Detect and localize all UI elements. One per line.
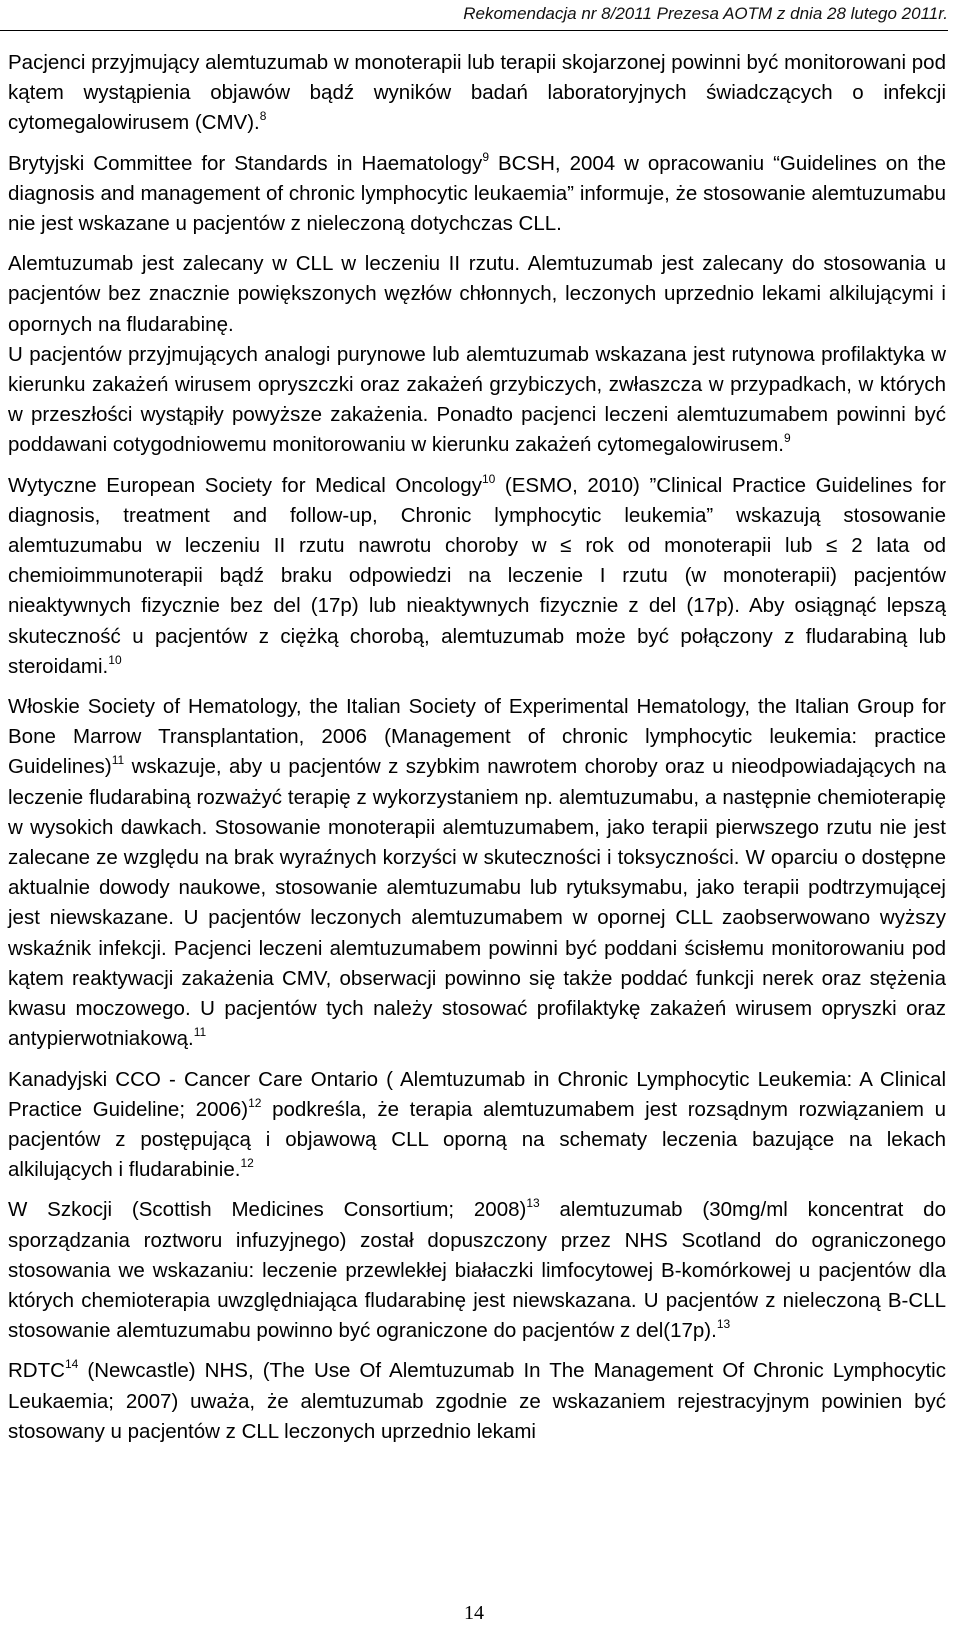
- footnote-ref: 11: [111, 753, 125, 768]
- footnote-ref: 11: [193, 1025, 207, 1040]
- paragraph-prophylaxis: U pacjentów przyjmujących analogi purynowe lub alemtuzumab wskazana jest rutynowa profilaktyka w kierunku zakażeń wirusem opryszczki oraz zakażeń grzybiczych, zwłaszcza w przypadkach, w których w przeszłości wystąpiły powyższe zakażenia. Ponadto pacjenci leczeni alemtuzumabem powinni być poddawani cotygodniowemu monitorowaniu w kierunku zakażeń cytomegalowirusem.$^9$: [8, 342, 946, 457]
- footnote-ref: 14: [64, 1357, 79, 1372]
- document-body: [8, 48, 946, 1457]
- footnote-ref: 12: [240, 1156, 254, 1171]
- page-number: 14: [464, 1602, 484, 1624]
- paragraph-rdtc: RDTC$^{14}$ (Newcastle) NHS, (The Use Of Alemtuzumab In The Management Of Chronic Lymphocytic Leukaemia; 2007) uważa, że alemtuzumab zgodnie ze wskazaniem rejestracyjnym powinien być stosowany u pacjentów z CLL leczonych uprzednio lekami: [8, 1357, 946, 1443]
- paragraph-italian-society: Włoskie Society of Hematology, the Italian Society of Experimental Hematology, the Italian Group for Bone Marrow Transplantation, 2006 (Management of chronic lymphocytic leukemia: practice Guidelines)$^{11}$ wskazuje, aby u pacjentów z szybkim nawrotem choroby oraz u nieodpowiadających na leczenie fludarabiną rozważyć terapię z wykorzystaniem np. alemtuzumabu, a następnie chemioterapię w wysokich dawkach. Stosowanie monoterapii alemtuzumabem, jako terapii pierwszego rzutu nie jest zalecane ze względu na brak wyraźnych korzyści w skuteczności i toksyczności. W oparciu o dostępne aktualnie dowody naukowe, stosowanie alemtuzumabu lub rytuksymabu, jako terapii podtrzymującej jest niewskazane. U pacjentów leczonych alemtuzumabem w opornej CLL zaobserwowano wyższy wskaźnik infekcji. Pacjenci leczeni alemtuzumabem powinni być poddani ścisłemu monitorowaniu pod kątem reaktywacji zakażenia CMV, obserwacji powinno się także poddać funkcji nerek oraz stężenia kwasu moczowego. U pacjentów tych należy stosować profilaktykę zakażeń wirusem opryszki oraz antypierwotniakową.$^{11}$: [8, 695, 946, 1051]
- footnote-ref: 9: [784, 431, 791, 446]
- paragraph-cmv-monitoring: Pacjenci przyjmujący alemtuzumab w monoterapii lub terapii skojarzonej powinni być monitorowani pod kątem wystąpienia objawów bądź wyników badań laboratoryjnych świadczących o infekcji cytomegalowirusem (CMV).$^8$: [8, 51, 946, 135]
- footnote-ref: 13: [716, 1317, 731, 1332]
- header-title: Rekomendacja nr 8/2011 Prezesa AOTM z dnia 28 lutego 2011r.: [463, 4, 948, 23]
- paragraph-scotland: W Szkocji (Scottish Medicines Consortium; 2008)$^{13}$ alemtuzumab (30mg/ml koncentrat do sporządzania roztworu infuzyjnego) został dopuszczony przez NHS Scotland do ograniczonego stosowania we wskazaniu: leczenie przewlekłej białaczki limfocytowej B-komórkowej u pacjentów dla których chemioterapia uwzględniająca fludarabinę jest niewskazana. U pacjentów z nieleczoną B-CLL stosowanie alemtuzumabu powinno być ograniczone do pacjentów z del(17p).$^{13}$: [8, 1196, 946, 1343]
- paragraph-second-line: Alemtuzumab jest zalecany w CLL w leczeniu II rzutu. Alemtuzumab jest zalecany do stosowania u pacjentów bez znacznie powiększonych węzłów chłonnych, leczonych uprzednio lekami alkilującymi i opornych na fludarabinę.: [8, 252, 946, 336]
- footnote-ref: 10: [108, 652, 122, 667]
- paragraph-bcsh: Brytyjski Committee for Standards in Haematology$^9$ BCSH, 2004 w opracowaniu “Guidelines on the diagnosis and management of chronic lymphocytic leukaemia” informuje, że stosowanie alemtuzumabu nie jest wskazane u pacjentów z nieleczoną dotychczas CLL.: [8, 149, 946, 236]
- footnote-ref: 12: [248, 1095, 262, 1110]
- paragraph-cco: Kanadyjski CCO - Cancer Care Ontario ( Alemtuzumab in Chronic Lymphocytic Leukemia: A Clinical Practice Guideline; 2006)$^{12}$ podkreśla, że terapia alemtuzumabem jest rozsądnym rozwiązaniem u pacjentów z postępującą i objawową CLL oporną na schematy leczenia bazujące na lekach alkilujących i fludarabinie.$^{12}$: [8, 1067, 947, 1182]
- footnote-ref: 13: [526, 1196, 540, 1211]
- footnote-ref: 8: [259, 109, 267, 124]
- page-header: [0, 4, 948, 31]
- paragraph-esmo: Wytyczne European Society for Medical Oncology$^{10}$ (ESMO, 2010) ”Clinical Practice Guidelines for diagnosis, treatment and follow-up, Chronic lymphocytic leukemia” wskazują stosowanie alemtuzumabu w leczeniu II rzutu nawrotu choroby w ≤ rok od monoterapii lub ≤ 2 lata od chemioimmunoterapii bądź braku odpowiedzi na leczenie I rzutu (w monoterapii) pacjentów nieaktywnych fizycznie bez del (17p) lub nieaktywnych fizycznie z del (17p). Aby osiągnąć lepszą skuteczność u pacjentów z ciężką chorobą, alemtuzumab może być połączony z fludarabiną lub steroidami.$^{10}$: [8, 471, 946, 678]
- footnote-ref: 9: [482, 149, 489, 164]
- footnote-ref: 10: [481, 471, 496, 486]
